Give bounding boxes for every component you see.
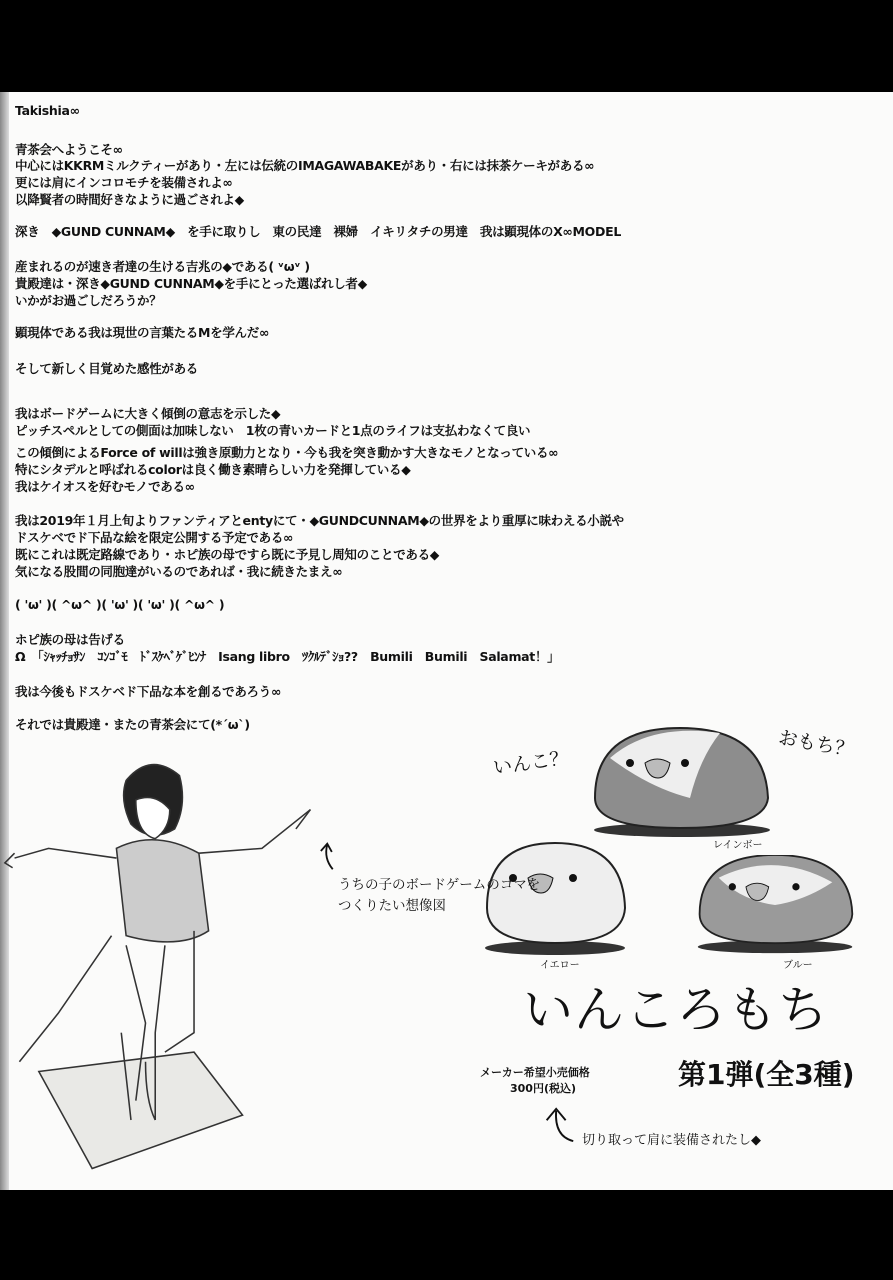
text-line: 特にシタデルと呼ばれるcolorは良く働き素晴らしい力を発揮している◆ [15, 462, 411, 477]
text-line: 以降賢者の時間好きなように過ごされよ◆ [15, 192, 244, 207]
text-line: 産まれるのが速き者達の生ける吉兆の◆である( ᵛωᵛ ) [15, 259, 310, 274]
text-line: 我はボードゲームに大きく傾倒の意志を示した◆ [15, 406, 281, 421]
blue-mochi-icon [688, 855, 863, 955]
text-line: 気になる股間の同胞達がいるのであれば・我に続きたまえ∞ [15, 564, 343, 579]
text-line: それでは貴殿達・またの青茶会にて(*´ω`) [15, 717, 250, 732]
text-line: 既にこれは既定路線であり・ホピ族の母ですら既に予見し周知のことである◆ [15, 547, 440, 562]
text-line: 深き ◆GUND CUNNAM◆ を手に取りし 東の民達 裸婦 イキリタチの男達 我は顕現体のX∞MODEL [15, 224, 621, 239]
figure-caption-line2: つくりたい想像図 [338, 898, 446, 914]
figure-illustration [0, 735, 325, 1180]
figure-caption-line1: うちの子のボードゲームのコマを [338, 877, 541, 893]
arrow-up-icon [315, 840, 345, 872]
cut-note: 切り取って肩に装備されたし◆ [582, 1133, 761, 1148]
text-line: Takishia∞ [15, 103, 80, 118]
price: 300円(税込) [510, 1082, 577, 1095]
text-line: この傾倒によるForce of willは強き原動力となり・今も我を突き動かす大きなモノとなっている∞ [15, 445, 559, 460]
yellow-mochi-icon [483, 838, 628, 958]
text-line: 青茶会へようこそ∞ [15, 142, 123, 157]
text-line: 我はケイオスを好むモノである∞ [15, 479, 195, 494]
label-yellow: イエロー [540, 960, 580, 971]
price-label: メーカー希望小売価格 [480, 1066, 590, 1079]
text-line: ( 'ω' )( ^ω^ )( 'ω' )( 'ω' )( ^ω^ ) [15, 597, 225, 612]
rainbow-mochi-icon [590, 718, 775, 838]
text-line: ホピ族の母は告げる [15, 632, 125, 647]
series-label: 第1弾(全3種) [678, 1058, 855, 1091]
label-blue: ブルー [783, 960, 813, 971]
text-line: 我は2019年１月上旬よりファンティアとentyにて・◆GUNDCUNNAM◆の世界をより重厚に味わえる小説や [15, 513, 624, 528]
text-line: ドスケベでド下品な絵を限定公開する予定である∞ [15, 530, 294, 545]
text-line: 貴殿達は・深き◆GUND CUNNAM◆を手にとった選ばれし者◆ [15, 276, 367, 291]
bubble-left: いんこ？ [491, 746, 571, 780]
bubble-right: おもち？ [776, 726, 856, 762]
text-line: Ω 「ｼｬｯﾁｮｻﾝ ｺﾝｺﾞﾓ ﾄﾞｽｹﾍﾞｹﾞﾋﾝﾅ Isang libro ﾂｸﾙﾃﾞｼｮ?? Bumili Bumili Salamat！」 [15, 649, 560, 664]
text-line: ピッチスペルとしての側面は加味しない 1枚の青いカードと1点のライフは支払わなくて良い [15, 423, 531, 438]
label-rainbow: レインボー [713, 840, 763, 851]
text-line: 顕現体である我は現世の言葉たるMを学んだ∞ [15, 325, 270, 340]
text-line: 中心にはKKRMミルクティーがあり・左には伝統のIMAGAWABAKEがあり・右には抹茶ケーキがある∞ [15, 158, 595, 173]
text-line: いかがお過ごしだろうか？ [15, 293, 162, 308]
product-title: いんころもち [523, 981, 829, 1039]
text-line: 我は今後もドスケベド下品な本を創るであろう∞ [15, 684, 282, 699]
arrow-up-icon [540, 1102, 578, 1147]
text-line: そして新しく目覚めた感性がある [15, 361, 199, 376]
text-line: 更には肩にインコロモチを装備されよ∞ [15, 175, 233, 190]
